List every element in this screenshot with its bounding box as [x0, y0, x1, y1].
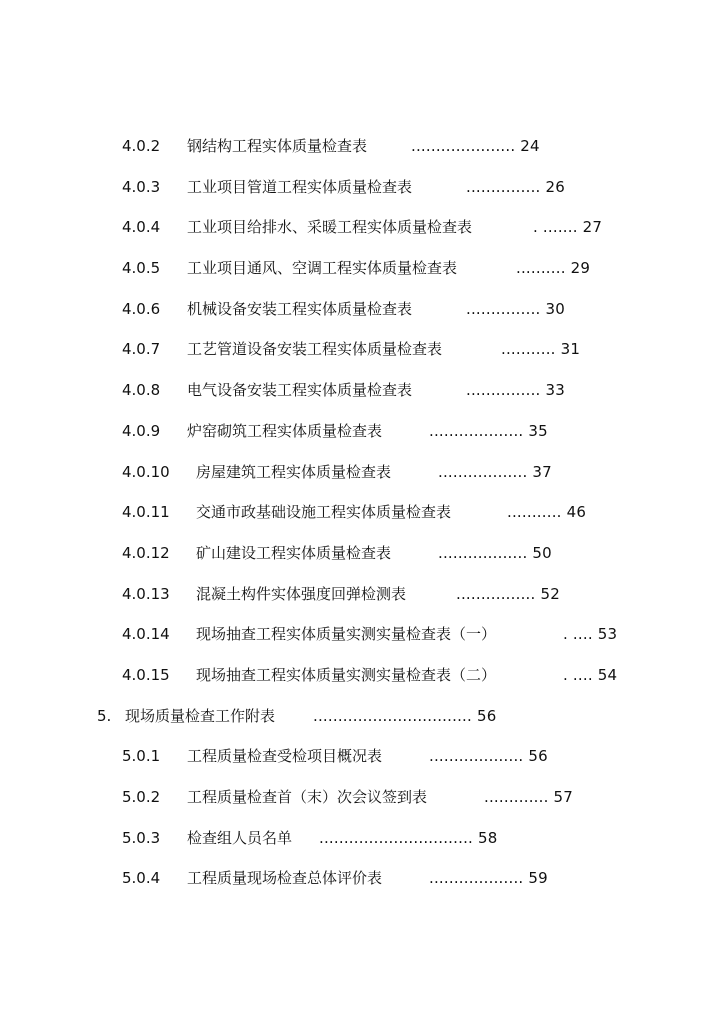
toc-entry[interactable]	[0, 296, 724, 337]
toc-chapter-entry[interactable]	[0, 703, 724, 744]
toc-entry[interactable]	[0, 174, 724, 215]
toc-entry-title: 工程质量检查受检项目概况表	[187, 747, 383, 766]
toc-entry-title: 工业项目给排水、采暖工程实体质量检查表	[187, 218, 473, 237]
toc-entry-number: 4.0.15	[122, 665, 170, 684]
toc-entry-title: 机械设备安装工程实体质量检查表	[187, 299, 413, 318]
toc-entry-title: 电气设备安装工程实体质量检查表	[187, 381, 413, 400]
toc-entry[interactable]	[0, 133, 724, 174]
toc-entry-page: ..................... 24	[411, 137, 540, 155]
toc-entry-page: ............. 57	[484, 788, 574, 806]
toc-entry-page: . ....... 27	[533, 218, 603, 237]
toc-entry-number: 5.0.3	[122, 828, 161, 847]
toc-entry-number: 4.0.13	[122, 584, 170, 603]
toc-entry-number: 5.0.2	[122, 788, 161, 806]
toc-entry-page: ................ 52	[456, 584, 560, 603]
toc-entry[interactable]	[0, 336, 724, 377]
table-of-contents	[0, 133, 724, 906]
toc-entry[interactable]	[0, 540, 724, 581]
toc-entry-page: ............... 33	[466, 381, 565, 400]
toc-entry-title: 工业项目管道工程实体质量检查表	[187, 177, 413, 196]
toc-entry-page: ............................... 58	[319, 828, 498, 847]
toc-entry-title: 混凝土构件实体强度回弹检测表	[196, 584, 407, 603]
toc-entry[interactable]	[0, 255, 724, 296]
toc-entry-title: 工业项目通风、空调工程实体质量检查表	[187, 259, 458, 278]
toc-entry-title: 房屋建筑工程实体质量检查表	[196, 462, 392, 481]
toc-entry-page: ................... 56	[429, 747, 548, 766]
toc-entry[interactable]	[0, 743, 724, 784]
toc-entry-title: 炉窑砌筑工程实体质量检查表	[187, 421, 383, 440]
toc-entry-title: 矿山建设工程实体质量检查表	[196, 543, 392, 562]
toc-entry-page: ............... 26	[466, 177, 565, 196]
toc-entry-title: 工程质量检查首（末）次会议签到表	[187, 788, 428, 806]
toc-entry[interactable]	[0, 662, 724, 703]
toc-entry-title: 现场抽查工程实体质量实测实量检查表（一）	[196, 625, 497, 644]
toc-entry-number: 4.0.6	[122, 299, 161, 318]
toc-entry[interactable]	[0, 621, 724, 662]
toc-entry-number: 4.0.7	[122, 340, 161, 359]
toc-entry-number: 4.0.3	[122, 177, 161, 196]
toc-entry-number: 4.0.9	[122, 421, 161, 440]
toc-entry-number: 4.0.11	[122, 503, 170, 522]
toc-entry-number: 4.0.5	[122, 259, 161, 278]
toc-entry-page: .................. 50	[438, 543, 552, 562]
toc-entry-number: 4.0.4	[122, 218, 161, 237]
toc-entry[interactable]	[0, 499, 724, 540]
toc-chapter-title: 现场质量检查工作附表	[125, 706, 276, 725]
toc-entry-page: .......... 29	[516, 259, 591, 278]
toc-entry-title: 检查组人员名单	[187, 828, 293, 847]
toc-entry[interactable]	[0, 459, 724, 500]
toc-entry[interactable]	[0, 377, 724, 418]
toc-entry-title: 交通市政基础设施工程实体质量检查表	[196, 503, 452, 522]
toc-entry[interactable]	[0, 825, 724, 866]
toc-entry-page: ........... 46	[507, 503, 587, 522]
toc-entry-number: 4.0.12	[122, 543, 170, 562]
toc-entry-number: 4.0.10	[122, 462, 170, 481]
toc-entry-number: 4.0.2	[122, 137, 161, 155]
toc-chapter-page: ................................ 56	[313, 706, 497, 725]
toc-entry[interactable]	[0, 784, 724, 825]
toc-entry-title: 工艺管道设备安装工程实体质量检查表	[187, 340, 443, 359]
toc-entry-number: 4.0.8	[122, 381, 161, 400]
toc-entry[interactable]	[0, 214, 724, 255]
toc-entry-page: ........... 31	[501, 340, 581, 359]
toc-entry[interactable]	[0, 581, 724, 622]
toc-entry-page: .................. 37	[438, 462, 552, 481]
toc-entry-title: 工程质量现场检查总体评价表	[187, 869, 383, 888]
toc-entry-number: 5.0.1	[122, 747, 161, 766]
toc-entry-number: 4.0.14	[122, 625, 170, 644]
toc-entry-page: . .... 53	[563, 625, 618, 644]
toc-entry[interactable]	[0, 865, 724, 906]
toc-entry-page: ............... 30	[466, 299, 565, 318]
toc-entry-title: 钢结构工程实体质量检查表	[187, 137, 368, 155]
toc-entry-page: ................... 59	[429, 869, 548, 888]
toc-entry-number: 5.0.4	[122, 869, 161, 888]
toc-entry-page: ................... 35	[429, 421, 548, 440]
toc-entry-title: 现场抽查工程实体质量实测实量检查表（二）	[196, 665, 497, 684]
toc-chapter-number: 5.	[97, 706, 112, 725]
toc-entry[interactable]	[0, 418, 724, 459]
toc-entry-page: . .... 54	[563, 665, 618, 684]
